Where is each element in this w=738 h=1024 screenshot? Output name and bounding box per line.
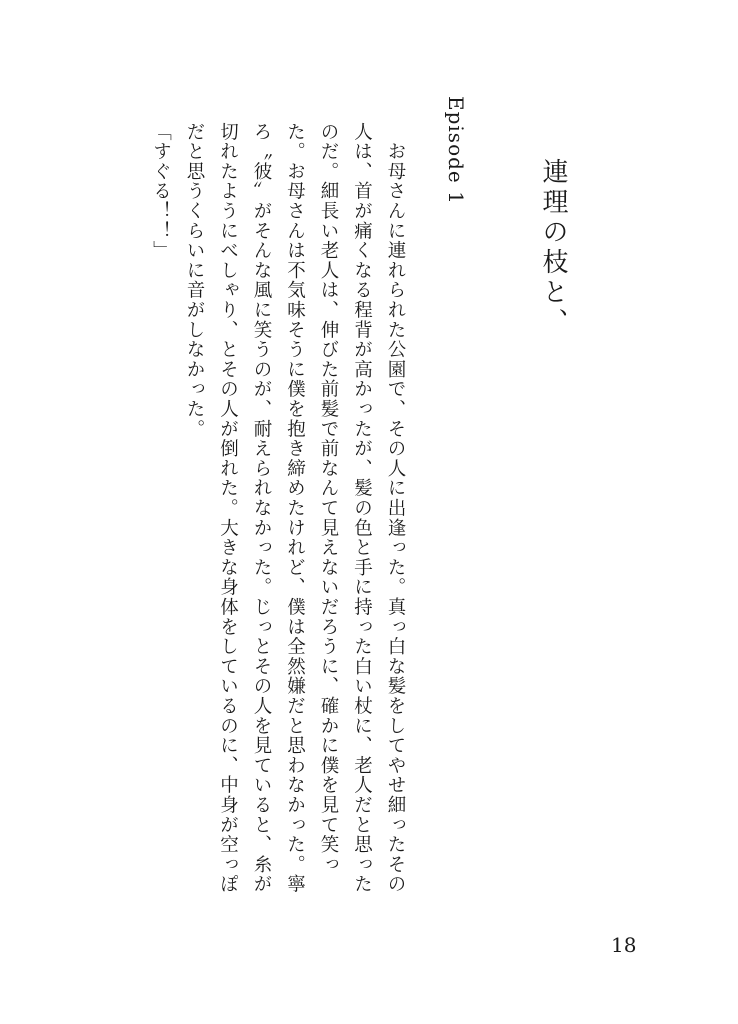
paragraph-2: 「すぐる！！」 xyxy=(150,122,172,261)
episode-heading: Episode 1 xyxy=(444,96,468,205)
body-text xyxy=(144,122,412,902)
page-number: 18 xyxy=(611,933,637,957)
chapter-title: 連理の枝と、 xyxy=(538,158,568,338)
paragraph-1: お母さんに連れられた公園で、その人に出逢った。真っ白な髪をしてやせ細ったその人は、首が痛くなる程背が高かったが、髪の色と手に持った白い杖に、老人だと思ったのだ。細長い老人は、伸びた前髪で前なんて見えないだろうに、確かに僕を見て笑った。お母さんは不気味そうに僕を抱き締めたけれど、僕は全然嫌だと思わなかった。寧ろ〝彼〟がそんな風に笑うのが、耐えられなかった。じっとその人を見ていると、糸が切れたようにべしゃり、とその人が倒れた。大きな身体をしているのに、中身が空っぽだと思うくらいに音がしなかった。 xyxy=(184,122,406,895)
